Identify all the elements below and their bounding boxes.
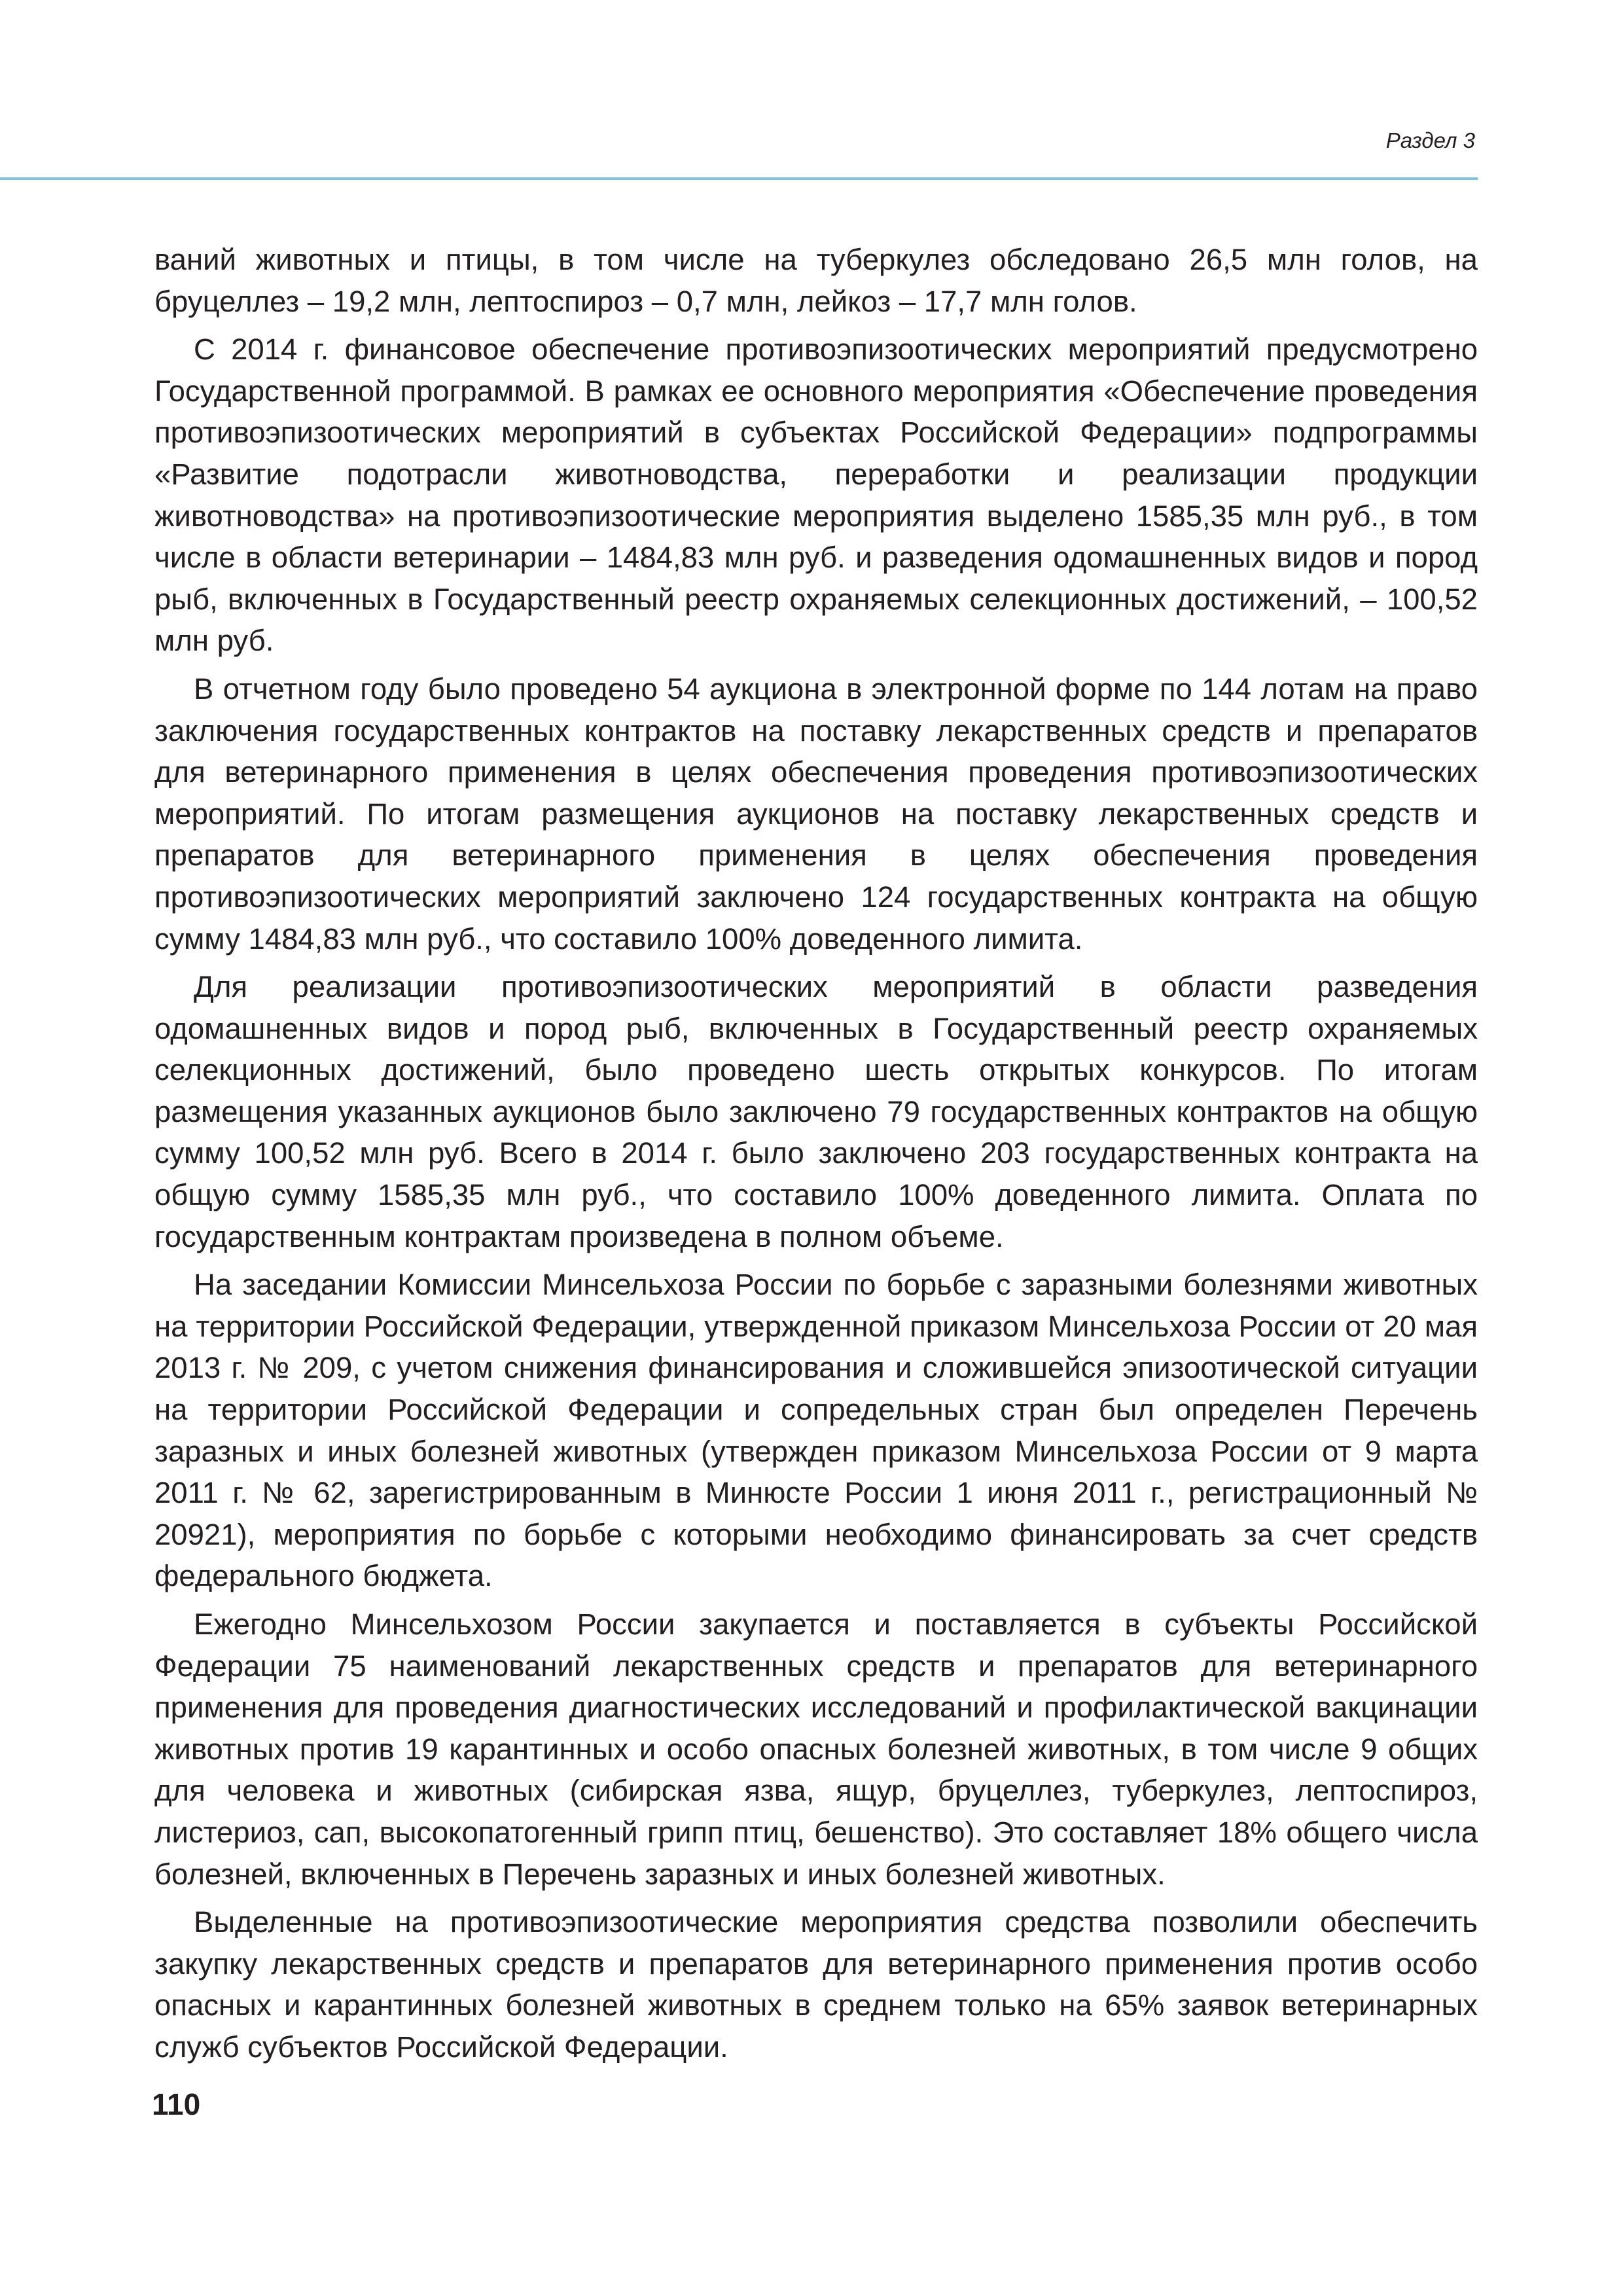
paragraph-continuation: ваний животных и птицы, в том числе на туберкулез обследовано 26,5 млн голов, на бруцеллез – 19,2 млн, лептоспироз – 0,7 млн, лейкоз – 17,7 млн голов.: [154, 243, 1478, 318]
paragraph-annual-supply: Ежегодно Минсельхозом России закупается и поставляется в субъекты Российской Федерации 75 наименований лекарственных средств и препаратов для ветеринарного применения для проведения диагностических исследований и профилактической вакцинации животных против 19 карантинных и особо опасных болезней животных, в том числе 9 общих для человека и животных (сибирская язва, ящур, бруцеллез, туберкулез, лептоспироз, листериоз, сап, высокопатогенный грипп птиц, бешенство). Это составляет 18% общего числа болезней, включенных в Перечень заразных и иных болезней животных.: [154, 1607, 1478, 1891]
paragraph-commission: На заседании Комиссии Минсельхоза России по борьбе с заразными болезнями животных на территории Российской Федерации, утвержденной приказом Минсельхоза России от 20 мая 2013 г. № 209, с учетом снижения финансирования и сложившейся эпизоотической ситуации на территории Российской Федерации и сопредельных стран был определен Перечень заразных и иных болезней животных (утвержден приказом Минсельхоза России от 9 марта 2011 г. № 62, зарегистрированным в Минюсте России 1 июня 2011 г., регистрационный № 20921), мероприятия по борьбе с которыми необходимо финансировать за счет средств федерального бюджета.: [154, 1268, 1478, 1593]
document-body: [154, 239, 1478, 2068]
page-number: 110: [152, 2087, 201, 2121]
header-divider: [0, 177, 1478, 180]
paragraph-fish-breeding: Для реализации противоэпизоотических мероприятий в области разведения одомашненных видов и пород рыб, включенных в Государственный реестр охраняемых селекционных достижений, было проведено шесть открытых конкурсов. По итогам размещения указанных аукционов было заключено 79 государственных контрактов на общую сумму 100,52 млн руб. Всего в 2014 г. было заключено 203 государственных контракта на общую сумму 1585,35 млн руб., что составило 100% доведенного лимита. Оплата по государственным контрактам произведена в полном объеме.: [154, 970, 1478, 1253]
paragraph-funds-allocated: Выделенные на противоэпизоотические мероприятия средства позволили обеспечить закупку лекарственных средств и препаратов для ветеринарного применения против особо опасных и карантинных болезней животных в среднем только на 65% заявок ветеринарных служб субъектов Российской Федерации.: [154, 1905, 1478, 2064]
paragraph-auctions: В отчетном году было проведено 54 аукциона в электронной форме по 144 лотам на право заключения государственных контрактов на поставку лекарственных средств и препаратов для ветеринарного применения в целях обеспечения проведения противоэпизоотических мероприятий. По итогам размещения аукционов на поставку лекарственных средств и препаратов для ветеринарного применения в целях обеспечения проведения противоэпизоотических мероприятий заключено 124 государственных контракта на общую сумму 1484,83 млн руб., что составило 100% доведенного лимита.: [154, 672, 1478, 956]
running-header-section: Раздел 3: [1385, 128, 1475, 152]
paragraph-financing: С 2014 г. финансовое обеспечение противоэпизоотических мероприятий предусмотрено Государственной программой. В рамках ее основного мероприятия «Обеспечение проведения противоэпизоотических мероприятий в субъектах Российской Федерации» подпрограммы «Развитие подотрасли животноводства, переработки и реализации продукции животноводства» на противоэпизоотические мероприятия выделено 1585,35 млн руб., в том числе в области ветеринарии – 1484,83 млн руб. и разведения одомашненных видов и пород рыб, включенных в Государственный реестр охраняемых селекционных достижений, – 100,52 млн руб.: [154, 332, 1478, 658]
